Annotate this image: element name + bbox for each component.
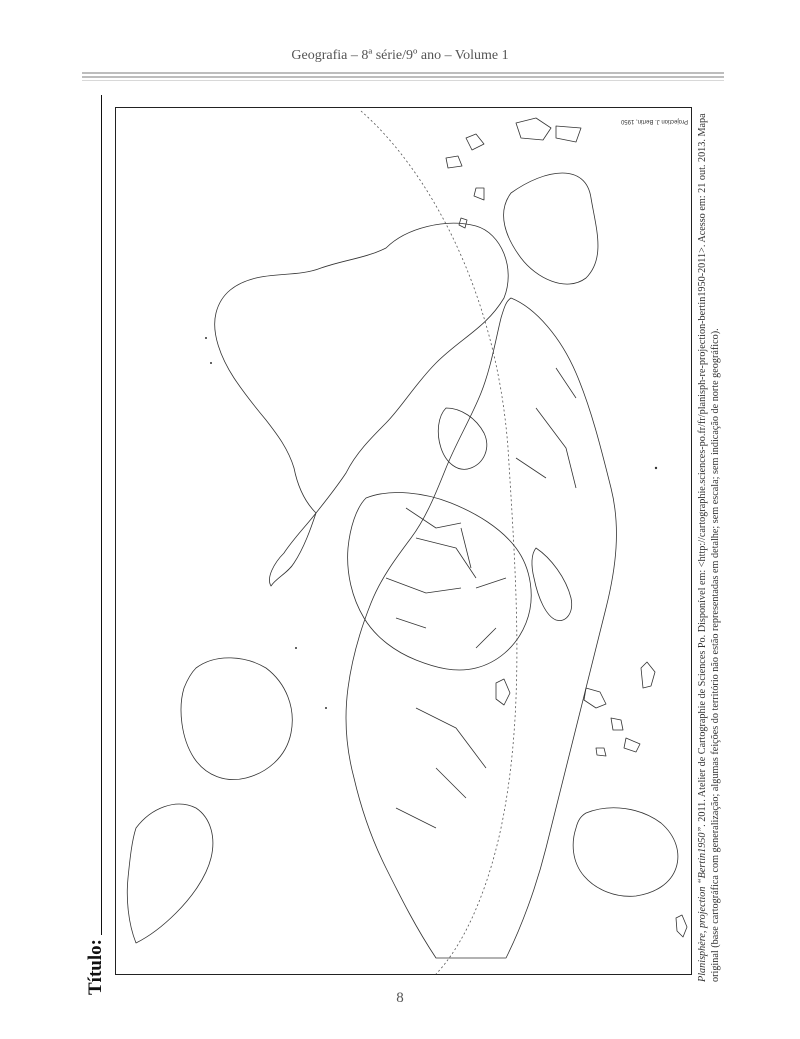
map-country-borders: [386, 368, 576, 828]
map-landmass-central-america: [269, 513, 316, 586]
header-rule: [82, 72, 724, 74]
title-answer-line[interactable]: [101, 95, 102, 935]
world-map-frame: [115, 107, 692, 975]
map-small-island: [295, 647, 297, 649]
map-landmass-india: [532, 548, 572, 621]
map-small-island: [325, 707, 327, 709]
map-source-caption: [696, 102, 722, 982]
caption-source-title: Planisphère, projection “Bertin1950”: [697, 826, 708, 982]
title-label: Título:: [85, 939, 106, 995]
map-landmass-australia: [573, 808, 678, 897]
map-landmass-eurasia: [346, 298, 616, 958]
map-small-island: [655, 467, 657, 469]
map-landmass-indonesia: [584, 688, 640, 756]
map-boundary-curve: [361, 111, 517, 974]
map-landmass-japan: [641, 662, 655, 688]
map-landmass-arabia: [438, 408, 486, 469]
map-landmass-antarctica: [127, 804, 213, 943]
projection-credit: Projection J. Bertin, 1950: [621, 118, 689, 124]
page-header: Geografia – 8ª série/9º ano – Volume 1: [291, 48, 509, 63]
map-landmass-south-america: [181, 658, 292, 780]
world-map: [116, 108, 693, 976]
map-small-island: [205, 337, 207, 339]
map-landmass-new-zealand: [676, 915, 687, 937]
header-rule: [82, 80, 724, 81]
page-number: 8: [396, 990, 404, 1006]
header-rule: [82, 76, 724, 78]
map-landmass-madagascar: [496, 679, 510, 705]
map-landmass-africa: [348, 493, 532, 670]
caption-source-text: . 2011. Atelier de Cartographie de Sciences Po. Disponível em: <http://cartographie.sciences-po.fr/fr/planisph-re-projection-bertin1950-2011>. Acesso em: 21 out. 2013. Mapa original (base cartográfica com generalização; algumas feições do território não estão representadas em detalhe; sem escala; sem indicação de norte geográfico).: [697, 113, 721, 982]
map-landmass-greenland: [504, 173, 598, 284]
title-field: [85, 95, 107, 995]
map-small-island: [210, 362, 212, 364]
